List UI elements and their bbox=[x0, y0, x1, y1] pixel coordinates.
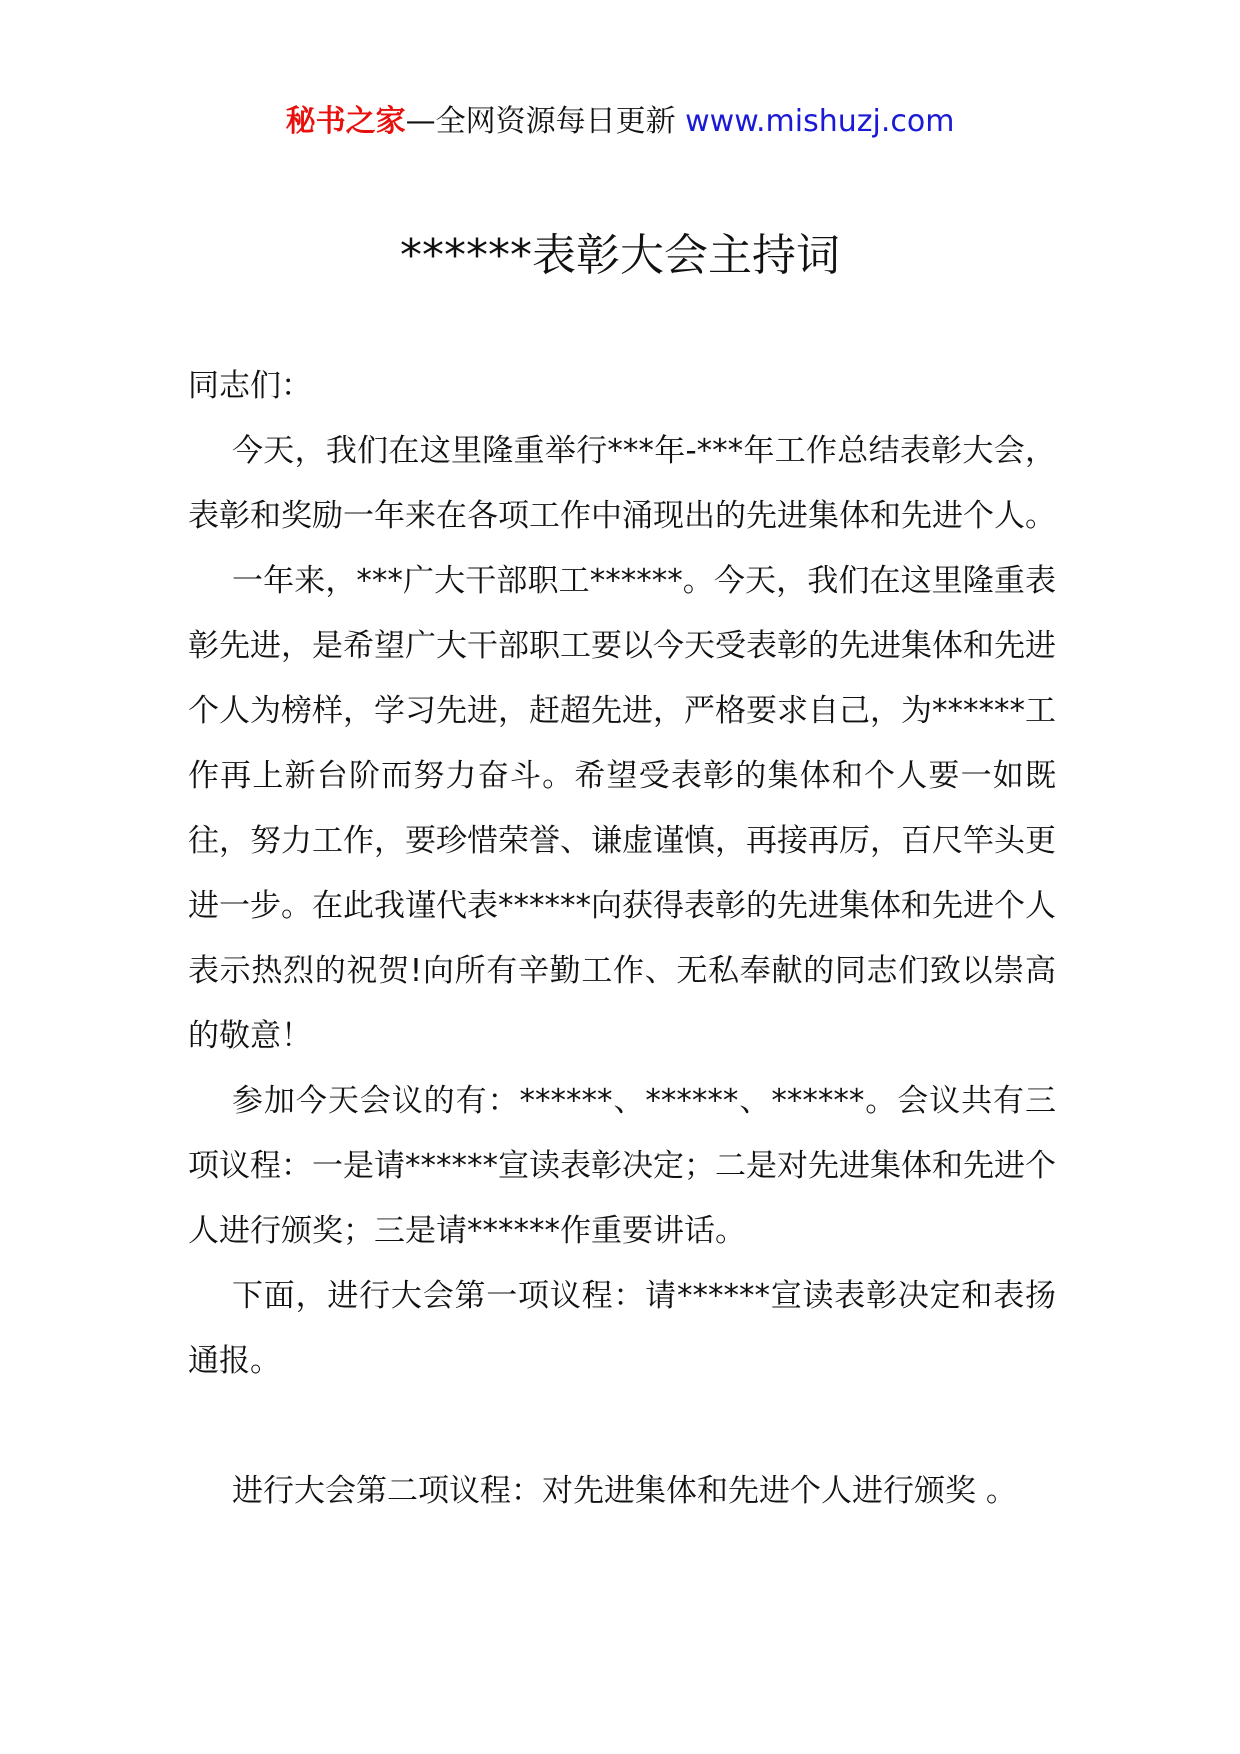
paragraph-2: 一年来，***广大干部职工******。今天，我们在这里隆重表彰先进，是希望广大干部职工要以今天受表彰的先进集体和先进个人为榜样，学习先进，赶超先进，严格要求自己，为******工作再上新台阶而努力奋斗。希望受表彰的集体和个人要一如既往，努力工作，要珍惜荣誉、谦虚谨慎，再接再厉，百尺竿头更进一步。在此我谨代表******向获得表彰的先进集体和先进个人表示热烈的祝贺!向所有辛勤工作、无私奉献的同志们致以崇高的敬意！ bbox=[188, 563, 1056, 1054]
document-body bbox=[188, 354, 1056, 1524]
brand-name: 秘书之家 bbox=[285, 104, 406, 139]
header-tagline: —全网资源每日更新 bbox=[405, 104, 686, 139]
paragraph-5: 进行大会第二项议程：对先进集体和先进个人进行颁奖 。 bbox=[232, 1473, 1017, 1509]
paragraph-3: 参加今天会议的有：******、******、******。会议共有三项议程：一是请******宣读表彰决定；二是对先进集体和先进个人进行颁奖；三是请******作重要讲话。 bbox=[188, 1083, 1056, 1249]
paragraph-4: 下面，进行大会第一项议程：请******宣读表彰决定和表扬通报。 bbox=[188, 1278, 1056, 1379]
paragraph-spacer bbox=[188, 1394, 1056, 1459]
greeting: 同志们： bbox=[188, 368, 312, 404]
document-title: ******表彰大会主持词 bbox=[400, 230, 840, 281]
paragraph-1: 今天，我们在这里隆重举行***年-***年工作总结表彰大会，表彰和奖励一年来在各项工作中涌现出的先进集体和先进个人。 bbox=[188, 433, 1056, 534]
site-url-link[interactable]: www.mishuzj.com bbox=[685, 104, 955, 139]
header-banner bbox=[0, 100, 1240, 144]
